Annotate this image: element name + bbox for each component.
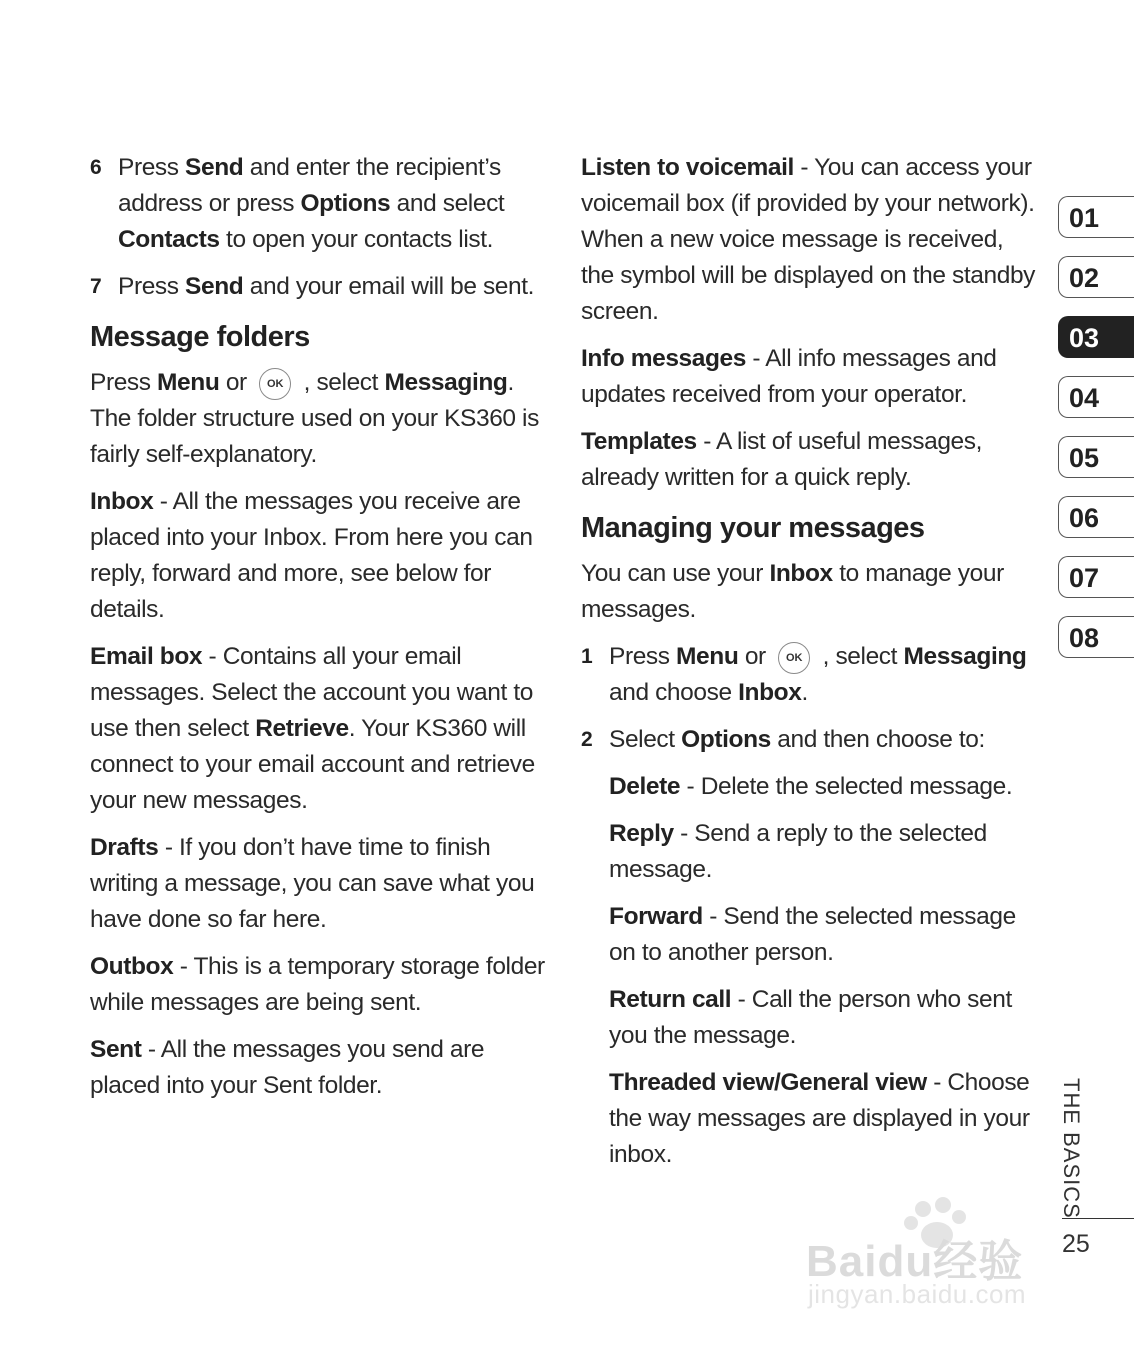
step-2	[581, 722, 1036, 758]
right-column	[581, 150, 1036, 1184]
info-messages-description: Info messages - All info messages and updates received from your operator.	[581, 345, 997, 408]
step-text: Select Options and then choose to:	[609, 726, 985, 753]
step-1	[581, 639, 1036, 711]
step-text: Press Send and your email will be sent.	[118, 273, 535, 300]
step-6	[90, 150, 560, 258]
return-call-option: Return call - Call the person who sent you the message.	[609, 986, 1012, 1049]
delete-option: Delete - Delete the selected message.	[609, 773, 1013, 800]
drafts-description: Drafts - If you don’t have time to finish writing a message, you can save what you have done so far here.	[90, 834, 535, 933]
sent-description: Sent - All the messages you send are placed into your Sent folder.	[90, 1036, 485, 1099]
watermark	[806, 1195, 1066, 1315]
threaded-view-option: Threaded view/General view - Choose the way messages are displayed in your inbox.	[609, 1069, 1030, 1168]
chapter-tab-07[interactable]: 07	[1058, 556, 1134, 598]
chapter-tab-05[interactable]: 05	[1058, 436, 1134, 478]
step-number: 6	[90, 156, 102, 179]
watermark-logo: Baidu经验	[806, 1237, 1024, 1286]
chapter-tab-04[interactable]: 04	[1058, 376, 1134, 418]
templates-description: Templates - A list of useful messages, already written for a quick reply.	[581, 428, 983, 491]
step-7	[90, 269, 560, 305]
voicemail-description: Listen to voicemail - You can access your voicemail box (if provided by your network). When a new voice message is received, the symbol will be displayed on the standby screen.	[581, 154, 1036, 325]
divider	[1062, 1218, 1134, 1219]
step-number: 7	[90, 275, 102, 298]
chapter-tabs	[1058, 196, 1134, 676]
step-number: 2	[581, 728, 593, 751]
emailbox-description: Email box - Contains all your email messages. Select the account you want to use then select Retrieve. Your KS360 will connect to your email account and retrieve your new messages.	[90, 643, 535, 814]
watermark-url: jingyan.baidu.com	[808, 1279, 1027, 1309]
section-label: THE BASICS	[1059, 1078, 1084, 1219]
ok-key-icon: OK	[259, 368, 291, 400]
step-text: Press Menu or OK , select Messaging and choose Inbox.	[609, 643, 1027, 706]
step-number: 1	[581, 645, 593, 668]
chapter-tab-02[interactable]: 02	[1058, 256, 1134, 298]
left-column	[90, 150, 560, 1115]
chapter-tab-08[interactable]: 08	[1058, 616, 1134, 658]
managing-messages-heading: Managing your messages	[581, 512, 925, 544]
step-text: Press Send and enter the recipient’s address or press Options and select Contacts to open your contacts list.	[118, 154, 505, 253]
message-folders-heading: Message folders	[90, 321, 310, 353]
page-number: 25	[1062, 1230, 1090, 1258]
inbox-description: Inbox - All the messages you receive are placed into your Inbox. From here you can reply, forward and more, see below for details.	[90, 488, 533, 623]
chapter-tab-03[interactable]: 03	[1058, 316, 1134, 358]
chapter-tab-06[interactable]: 06	[1058, 496, 1134, 538]
forward-option: Forward - Send the selected message on to another person.	[609, 903, 1016, 966]
folders-intro: Press Menu or OK , select Messaging. The folder structure used on your KS360 is fairly self-explanatory.	[90, 369, 539, 468]
reply-option: Reply - Send a reply to the selected message.	[609, 820, 987, 883]
outbox-description: Outbox - This is a temporary storage folder while messages are being sent.	[90, 953, 545, 1016]
chapter-tab-01[interactable]: 01	[1058, 196, 1134, 238]
managing-intro: You can use your Inbox to manage your messages.	[581, 560, 1004, 623]
ok-key-icon: OK	[778, 642, 810, 674]
